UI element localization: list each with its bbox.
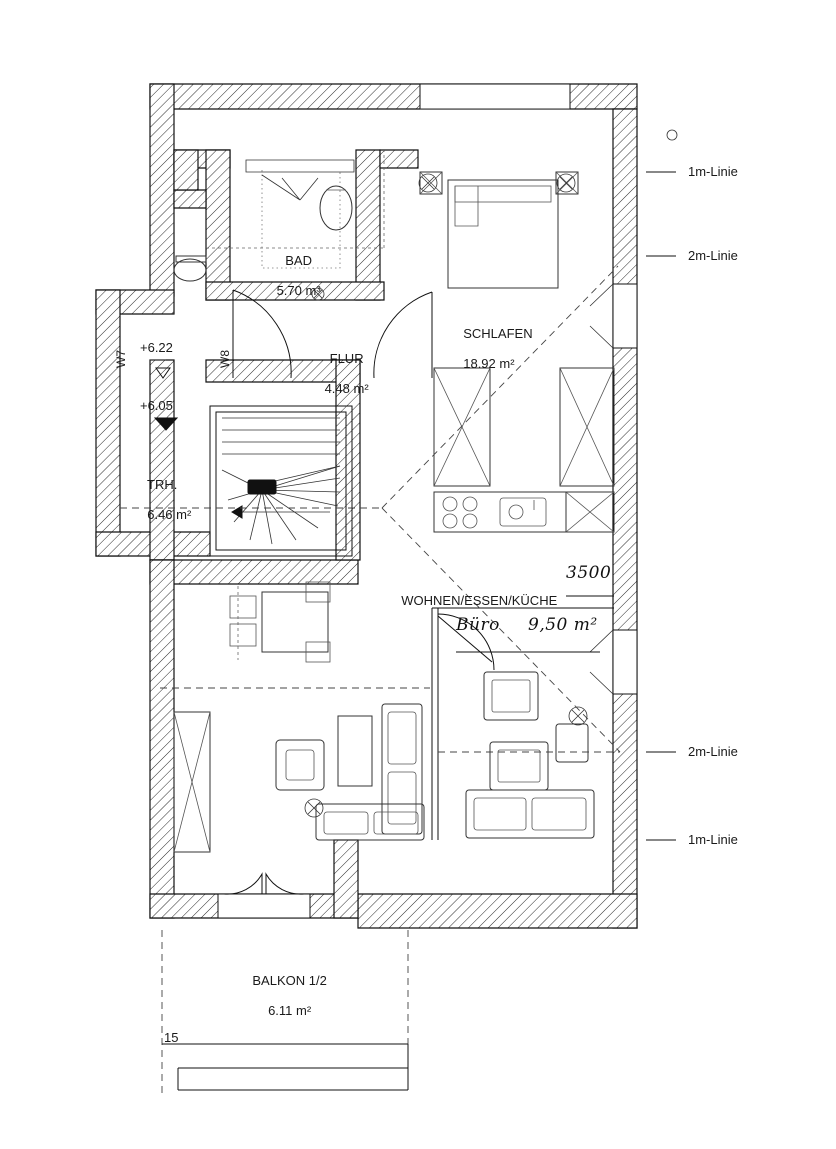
room-area-bad: 5.70 m³ — [276, 283, 321, 298]
height-line-top-2m: 2m-Linie — [688, 248, 738, 263]
room-name-trh: TRH. — [147, 477, 178, 492]
room-name-flur: FLUR — [329, 351, 364, 366]
room-area-schlafen: 18.92 m² — [463, 356, 515, 371]
room-name-bad: BAD — [285, 253, 312, 268]
height-line-top-1m: 1m-Linie — [688, 164, 738, 179]
room-name-schlafen: SCHLAFEN — [463, 326, 533, 341]
height-line-bottom-1m: 1m-Linie — [688, 832, 738, 847]
height-line-indicators — [646, 130, 677, 840]
level-upper-label: +6.22 — [140, 340, 173, 355]
height-line-bottom-2m: 2m-Linie — [688, 744, 738, 759]
room-name-balkon: BALKON 1/2 — [252, 973, 327, 988]
room-label-wohnen — [394, 578, 557, 608]
dimension-15-label: 15 — [164, 1030, 179, 1045]
handwritten-dimension: 3500 — [566, 563, 612, 583]
window-label-w7: W7 — [114, 350, 128, 368]
room-area-trh: 6.46 m² — [147, 507, 192, 522]
staircase — [210, 406, 352, 556]
room-label-balkon — [196, 958, 376, 1018]
handwritten-area-buero: 9,50 m² — [528, 615, 598, 635]
room-name-wohnen: WOHNEN/ESSEN/KÜCHE — [401, 593, 558, 608]
window-label-w8: W8 — [218, 350, 232, 368]
wall-openings — [218, 84, 637, 918]
handwritten-room-buero: Büro — [456, 615, 500, 635]
room-area-balkon: 6.11 m² — [268, 1003, 312, 1018]
room-label-trh — [140, 462, 191, 522]
room-label-flur — [295, 336, 391, 396]
room-label-bad — [250, 238, 340, 298]
level-lower-label: +6.05 — [140, 398, 173, 413]
room-area-flur: 4.48 m² — [324, 381, 369, 396]
room-label-schlafen — [456, 311, 533, 371]
